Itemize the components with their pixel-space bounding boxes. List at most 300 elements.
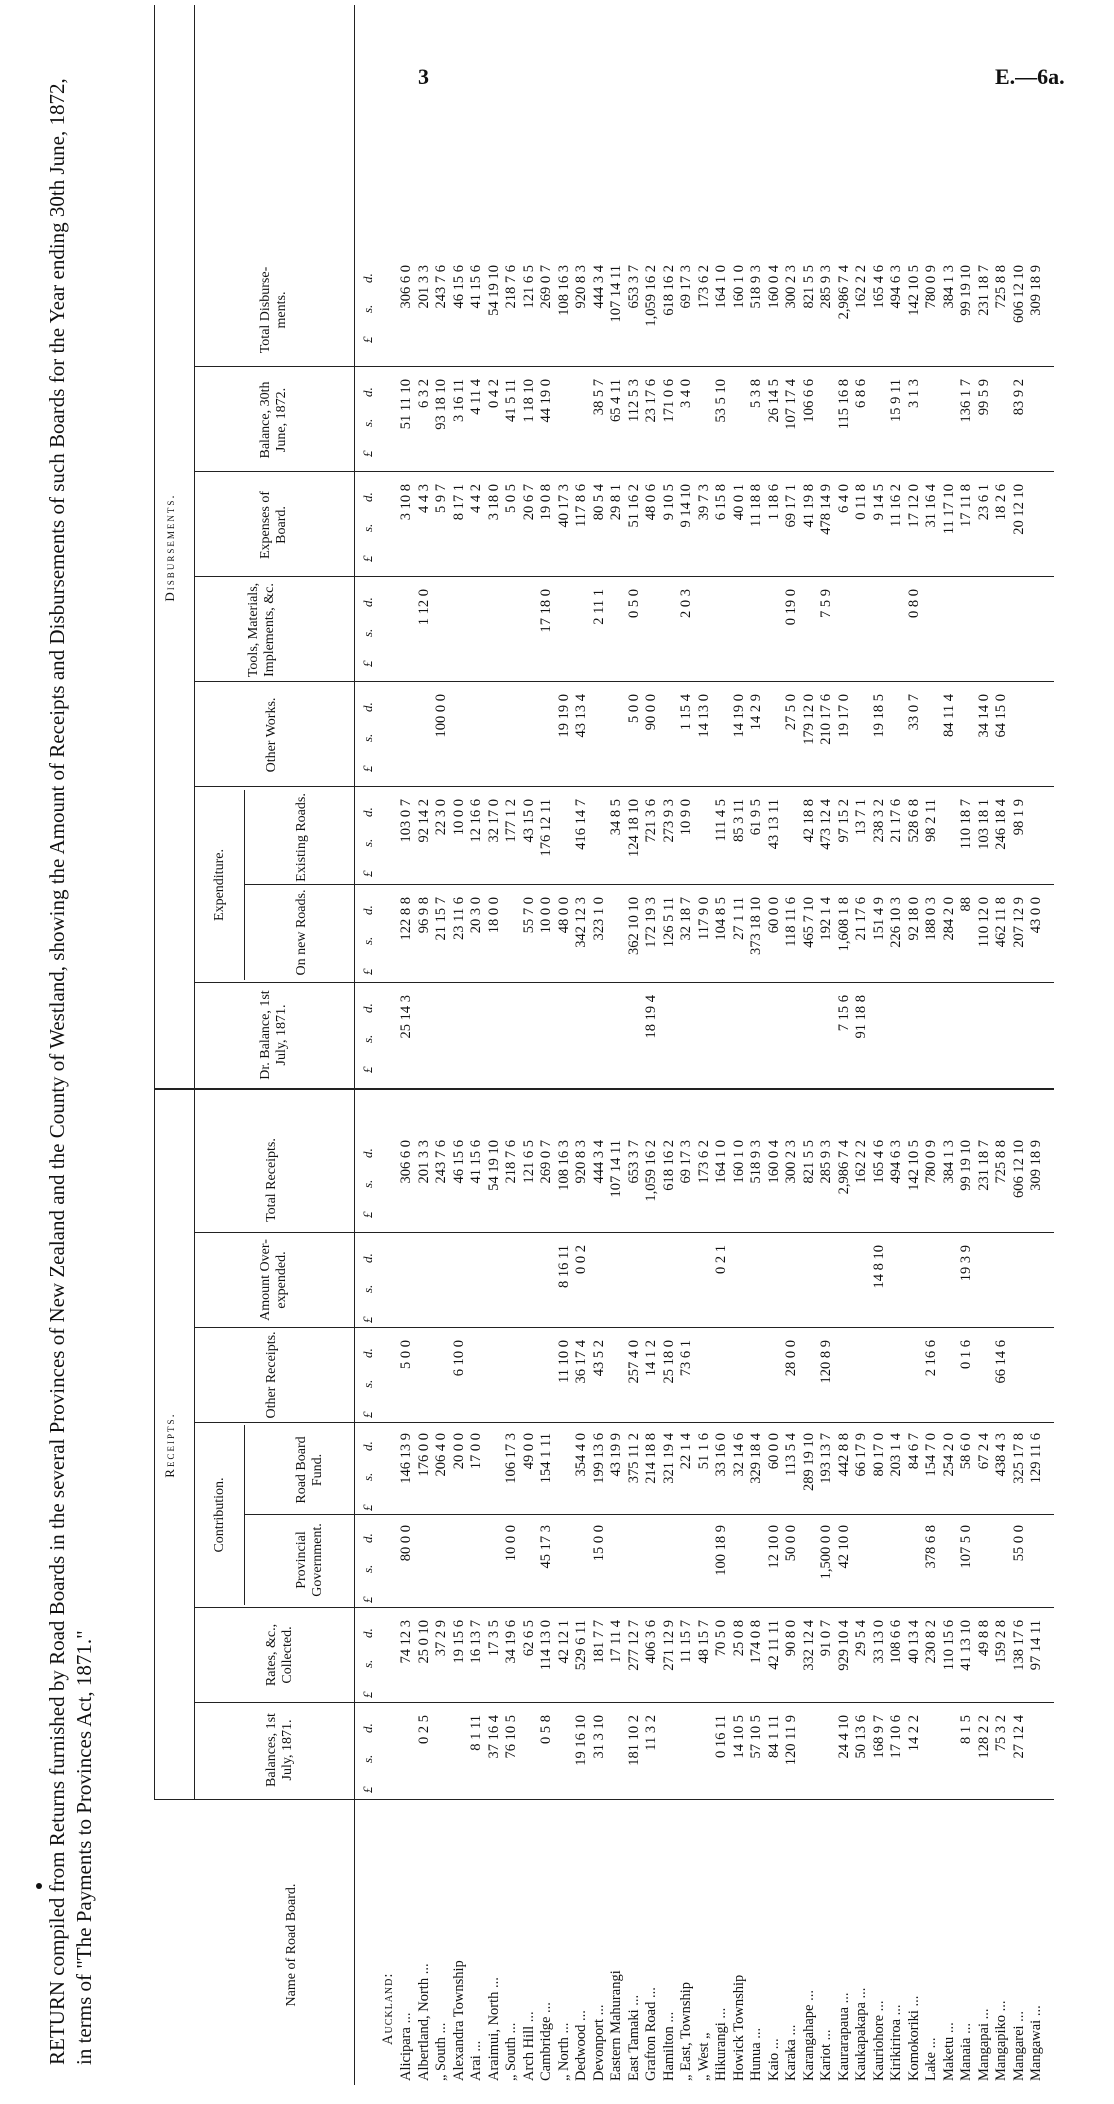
header-balances: Balances, 1st July, 1871. [264,1713,295,1787]
row-cell: 6 10 0 [450,1340,467,1377]
row-cell: 19 15 6 [450,1620,467,1664]
row-cell: 207 12 9 [1010,897,1027,948]
unit-label: £ [360,336,375,343]
row-board-name: Arch Hill ... [520,2011,537,2081]
row-cell: 14 1 2 [643,1340,659,1377]
row-cell: 5 0 0 [625,694,642,723]
row-cell: 462 11 8 [993,897,1009,948]
row-cell: 21 15 7 [433,897,449,941]
row-cell: 66 14 6 [993,1340,1009,1384]
row-cell: 34 19 6 [503,1620,519,1664]
row-cell: 128 2 2 [975,1715,992,1759]
row-board-name: Dedwood ... [573,2010,589,2081]
header-new-roads: On new Roads. [294,889,309,976]
unit-label: d. [360,1003,375,1013]
row-cell: 17 10 6 [888,1715,904,1759]
row-cell: 300 2 3 [783,265,799,309]
row-board-name: Kariot ... [818,2029,834,2081]
unit-label: s. [360,1659,375,1668]
unit-label: s. [360,304,375,313]
row-cell: 64 15 0 [993,694,1009,738]
unit-label: d. [360,1148,375,1158]
row-cell: 85 3 11 [730,799,747,842]
table-row [1028,5,1044,2085]
row-cell: 104 8 5 [713,897,729,941]
row-cell: 164 1 0 [713,265,729,309]
row-cell: 174 0 8 [748,1620,764,1664]
row-cell: 10 0 0 [538,897,554,934]
table-row [713,5,729,2085]
row-cell: 108 16 3 [555,1140,572,1191]
row-cell: 110 15 6 [940,1620,957,1671]
row-cell: 136 1 7 [958,379,974,423]
row-cell: 20 3 0 [468,897,484,934]
province-label: Auckland: [380,1972,396,2045]
row-cell: 43 0 0 [1028,897,1044,934]
row-cell: 1,059 16 2 [643,1140,659,1202]
table-row [731,5,747,2085]
unit-label: s. [360,628,375,637]
row-cell: 7 15 6 [835,995,852,1032]
row-cell: 271 12 9 [660,1620,677,1671]
row-cell: 67 2 4 [975,1433,992,1470]
row-cell: 2 11 1 [590,589,607,625]
header-balance-1872: Balance, 30th June, 1872. [258,381,289,459]
row-cell: 115 16 8 [835,379,852,430]
row-cell: 254 2 0 [940,1433,957,1477]
row-cell: 162 2 2 [853,265,869,309]
unit-label: s. [360,418,375,427]
row-cell: 76 10 5 [503,1715,519,1759]
row-cell: 138 17 6 [1010,1620,1027,1671]
unit-label: £ [360,765,375,772]
row-cell: 406 3 6 [643,1620,659,1664]
row-cell: 17 3 5 [485,1620,502,1657]
row-cell: 23 11 6 [450,897,467,940]
row-cell: 23 6 1 [975,484,992,521]
row-cell: 188 0 3 [923,897,939,941]
table-row [556,5,572,2085]
row-cell: 3 10 8 [398,484,414,521]
table-row [993,5,1009,2085]
table-row [853,5,869,2085]
unit-label: £ [360,870,375,877]
row-cell: 289 19 10 [800,1433,817,1491]
row-cell: 32 17 0 [485,799,502,843]
row-cell: 375 11 2 [625,1433,642,1484]
row-cell: 31 16 4 [923,484,939,528]
row-cell: 8 1 11 [468,1715,484,1751]
row-cell: 126 5 11 [660,897,677,948]
row-cell: 14 19 0 [730,694,747,738]
row-cell: 49 8 8 [975,1620,992,1657]
row-cell: 90 8 0 [783,1620,799,1657]
row-cell: 243 7 6 [433,265,449,309]
row-cell: 80 17 0 [870,1433,887,1477]
row-cell: 725 8 8 [993,265,1009,309]
row-board-name: Kauriohore ... [870,2000,887,2081]
unit-label: d. [360,1441,375,1451]
row-cell: 12 16 6 [468,799,484,843]
row-cell: 97 14 11 [1028,1620,1044,1671]
row-cell: 66 17 9 [853,1433,869,1477]
row-cell: 201 3 3 [415,265,432,309]
row-cell: 378 6 8 [923,1525,939,1569]
row-cell: 10 9 0 [678,799,694,836]
row-cell: 821 5 5 [800,1140,817,1184]
row-cell: 107 14 11 [608,265,624,323]
row-cell: 45 17 3 [538,1525,554,1569]
unit-label: d. [360,807,375,817]
header-tools: Tools, Materials, Implements, &c. [246,582,277,678]
row-cell: 44 19 0 [538,379,554,423]
row-cell: 0 5 0 [625,589,642,618]
header-dr-balance: Dr. Balance, 1st July, 1871. [258,990,289,1080]
row-cell: 40 13 4 [905,1620,922,1664]
table-row [906,5,922,2085]
row-board-name: Maketu ... [940,2022,957,2081]
row-cell: 309 18 9 [1028,1140,1044,1191]
row-cell: 193 13 7 [818,1433,834,1484]
row-cell: 11 18 8 [748,484,764,527]
row-board-name: Hamilton ... [660,2011,677,2081]
header-contribution: Contribution. [212,1477,227,1553]
row-cell: 142 10 5 [905,265,922,316]
unit-label: £ [360,555,375,562]
unit-label: d. [360,1348,375,1358]
unit-label: d. [360,492,375,502]
row-cell: 0 0 2 [573,1245,589,1274]
row-board-name: Komokoriki ... [905,1995,922,2081]
row-cell: 416 14 7 [573,799,589,850]
row-cell: 9 14 5 [870,484,887,521]
row-cell: 821 5 5 [800,265,817,309]
row-cell: 92 14 2 [415,799,432,843]
row-cell: 24 4 10 [835,1715,852,1759]
row-cell: 88 [958,897,974,912]
row-cell: 19 16 10 [573,1715,589,1766]
row-cell: 18 19 4 [643,995,659,1039]
row-board-name: Manaia ... [958,2023,974,2081]
row-board-name: Arai ... [468,2040,484,2081]
header-other-receipts: Other Receipts. [264,1331,279,1419]
row-board-name: Alicipara ... [398,2012,414,2081]
row-cell: 11 16 2 [888,484,904,527]
row-cell: 20 12 10 [1010,484,1027,535]
row-cell: 19 18 5 [870,694,887,738]
rule-subheader-contribution [244,1425,245,1605]
table-row [871,5,887,2085]
row-cell: 25 18 0 [660,1340,677,1384]
unit-label: s. [360,838,375,847]
row-cell: 29 5 4 [853,1620,869,1657]
row-cell: 11 17 10 [940,484,957,535]
row-cell: 142 10 5 [905,1140,922,1191]
unit-label: d. [360,1533,375,1543]
row-cell: 41 13 10 [958,1620,974,1671]
table-row [573,5,589,2085]
row-cell: 162 2 2 [853,1140,869,1184]
row-cell: 62 6 5 [520,1620,537,1657]
row-board-name: Kirikiriroa ... [888,2004,904,2081]
row-cell: 11 10 0 [555,1340,572,1383]
row-cell: 83 9 2 [1010,379,1027,416]
row-cell: 17 11 8 [958,484,974,527]
row-cell: 43 13 11 [765,799,782,850]
row-cell: 721 3 6 [643,799,659,843]
row-cell: 41 5 11 [503,379,519,422]
row-cell: 199 13 6 [590,1433,607,1484]
row-cell: 384 1 3 [940,265,957,309]
row-cell: 15 9 11 [888,379,904,422]
row-cell: 154 1 11 [538,1433,554,1484]
table-row [801,5,817,2085]
row-cell: 18 2 6 [993,484,1009,521]
row-cell: 273 9 3 [660,799,677,843]
rotated-page [34,0,1064,2095]
unit-label: d. [360,597,375,607]
row-cell: 181 10 2 [625,1715,642,1766]
row-cell: 122 8 8 [398,897,414,941]
row-cell: 107 17 4 [783,379,799,430]
row-cell: 106 6 6 [800,379,817,423]
row-cell: 214 18 8 [643,1433,659,1484]
rule-subheader-expenditure [244,790,245,980]
row-cell: 218 7 6 [503,1140,519,1184]
row-cell: 257 4 0 [625,1340,642,1384]
row-cell: 518 9 3 [748,265,764,309]
row-cell: 40 17 3 [555,484,572,528]
unit-label: d. [360,1723,375,1733]
row-cell: 19 3 9 [958,1245,974,1282]
row-cell: 444 3 4 [590,265,607,309]
row-cell: 99 19 10 [958,1140,974,1191]
row-cell: 37 16 4 [485,1715,502,1759]
unit-label: s. [360,1564,375,1573]
row-board-name: East Tamaki ... [625,1994,642,2081]
row-cell: 48 15 7 [695,1620,712,1664]
row-cell: 8 17 1 [450,484,467,521]
row-cell: 165 4 6 [870,265,887,309]
table-row [416,5,432,2085]
table-row [626,5,642,2085]
unit-label: d. [360,273,375,283]
row-cell: 113 5 4 [783,1433,799,1476]
page-reference: E.—6a. [995,64,1065,89]
unit-label: d. [360,1253,375,1263]
unit-label: £ [360,1066,375,1073]
row-cell: 11 15 7 [678,1620,694,1663]
row-cell: 1 18 10 [520,379,537,423]
row-cell: 25 0 10 [415,1620,432,1664]
row-cell: 20 0 0 [450,1433,467,1470]
row-cell: 33 16 0 [713,1433,729,1477]
row-board-name: Karangahape ... [800,1990,817,2081]
row-cell: 192 1 4 [818,897,834,941]
row-cell: 10 0 0 [503,1525,519,1562]
row-cell: 93 18 10 [433,379,449,430]
row-cell: 518 9 3 [748,1140,764,1184]
row-cell: 309 18 9 [1028,265,1044,316]
row-cell: 108 6 6 [888,1620,904,1664]
row-cell: 19 19 0 [555,694,572,738]
row-cell: 10 0 0 [450,799,467,836]
row-cell: 246 18 4 [993,799,1009,850]
header-expenditure: Expenditure. [212,849,227,921]
row-board-name: Cambridge ... [538,2002,554,2081]
row-board-name: Mangawai ... [1028,2005,1044,2081]
row-cell: 98 2 11 [923,799,939,842]
table-row [783,5,799,2085]
unit-label: £ [360,1786,375,1793]
row-cell: 48 0 6 [643,484,659,521]
row-board-name: Mangapiko ... [993,2000,1009,2081]
row-cell: 7 5 9 [818,589,834,618]
row-cell: 48 0 0 [555,897,572,934]
row-board-name: Karaka ... [783,2024,799,2081]
row-cell: 6 8 6 [853,379,869,408]
row-cell: 39 7 3 [695,484,712,521]
header-other-works: Other Works. [264,697,279,773]
row-cell: 43 19 9 [608,1433,624,1477]
table-row [451,5,467,2085]
row-cell: 2,986 7 4 [835,265,852,320]
row-cell: 325 17 8 [1010,1433,1027,1484]
row-cell: 1,059 16 2 [643,265,659,327]
header-total-receipts: Total Receipts. [264,1138,279,1222]
row-cell: 107 5 0 [958,1525,974,1569]
table-row [468,5,484,2085]
row-cell: 332 12 4 [800,1620,817,1671]
unit-label: £ [360,1691,375,1698]
row-cell: 27 1 11 [730,897,747,940]
row-board-name: Devonport ... [590,2004,607,2081]
table-row [521,5,537,2085]
table-row [818,5,834,2085]
table-row [958,5,974,2085]
row-cell: 69 17 3 [678,265,694,309]
unit-label: £ [360,1596,375,1603]
row-cell: 285 9 3 [818,1140,834,1184]
table-row [486,5,502,2085]
header-rates: Rates, &c., Collected. [264,1623,295,1687]
row-cell: 33 0 7 [905,694,922,731]
row-board-name: Hikurangi ... [713,2007,729,2081]
row-cell: 91 18 8 [853,995,869,1039]
unit-label: s. [360,1284,375,1293]
row-cell: 2 0 3 [678,589,694,618]
row-cell: 269 0 7 [538,1140,554,1184]
row-cell: 60 0 0 [765,897,782,934]
row-cell: 17 0 0 [468,1433,484,1470]
row-cell: 32 18 7 [678,897,694,941]
header-total-disbursements: Total Disburse-ments. [258,266,289,354]
row-board-name: Hunua ... [748,2027,764,2081]
row-cell: 55 7 0 [520,897,537,934]
row-cell: 323 1 0 [590,897,607,941]
row-cell: 117 9 0 [695,897,712,940]
row-cell: 98 1 9 [1010,799,1027,836]
row-cell: 112 5 3 [625,379,642,422]
row-cell: 14 8 10 [870,1245,887,1289]
row-cell: 206 4 0 [433,1433,449,1477]
row-cell: 5 0 5 [503,484,519,513]
row-cell: 29 8 1 [608,484,624,521]
table-row [503,5,519,2085]
header-name: Name of Road Board. [284,1883,299,2007]
row-cell: 90 0 0 [643,694,659,731]
row-board-name: „ South ... [503,2022,519,2081]
row-cell: 34 8 5 [608,799,624,836]
row-cell: 19 17 0 [835,694,852,738]
table-row [643,5,659,2085]
row-cell: 129 11 6 [1028,1433,1044,1484]
table-row [538,5,554,2085]
unit-label: d. [360,387,375,397]
row-cell: 3 1 3 [905,379,922,408]
row-cell: 300 2 3 [783,1140,799,1184]
row-cell: 22 3 0 [433,799,449,836]
table-row [591,5,607,2085]
row-cell: 54 19 10 [485,265,502,316]
row-cell: 25 0 8 [730,1620,747,1657]
row-cell: 13 7 1 [853,799,869,836]
row-cell: 114 13 0 [538,1620,554,1671]
row-board-name: „ West „ [695,2032,712,2081]
row-cell: 50 0 0 [783,1525,799,1562]
row-cell: 111 4 5 [713,799,729,842]
table-row [923,5,939,2085]
row-cell: 17 11 4 [608,1620,624,1663]
header-existing-roads: Existing Roads. [294,793,309,882]
row-cell: 306 6 0 [398,265,414,309]
row-board-name: Lake ... [923,2037,939,2081]
unit-label: £ [360,450,375,457]
row-cell: 75 3 2 [993,1715,1009,1752]
row-cell: 19 0 8 [538,484,554,521]
row-cell: 606 12 10 [1010,265,1027,323]
row-cell: 606 12 10 [1010,1140,1027,1198]
row-cell: 329 18 4 [748,1433,764,1484]
row-cell: 41 19 8 [800,484,817,528]
row-board-name: Mangarei ... [1010,2010,1027,2081]
row-cell: 99 19 10 [958,265,974,316]
row-board-name: „ South ... [433,2022,449,2081]
row-cell: 201 3 3 [415,1140,432,1184]
row-board-name: „ East, Township [678,1981,694,2081]
row-cell: 4 11 4 [468,379,484,415]
row-cell: 70 5 0 [713,1620,729,1657]
row-cell: 97 15 2 [835,799,852,843]
table-row [398,5,414,2085]
row-cell: 99 5 9 [975,379,992,416]
row-cell: 117 8 6 [573,484,589,527]
row-cell: 41 15 6 [468,1140,484,1184]
row-cell: 653 3 7 [625,1140,642,1184]
row-cell: 373 18 10 [748,897,764,955]
row-cell: 14 13 0 [695,694,712,738]
row-cell: 442 8 8 [835,1433,852,1477]
row-cell: 181 7 7 [590,1620,607,1664]
row-cell: 34 14 0 [975,694,992,738]
unit-label: s. [360,1472,375,1481]
table-row [766,5,782,2085]
row-cell: 0 8 0 [905,589,922,618]
row-cell: 21 17 6 [888,799,904,843]
rule-top [154,5,155,1800]
row-cell: 43 13 4 [573,694,589,738]
row-cell: 49 0 0 [520,1433,537,1470]
